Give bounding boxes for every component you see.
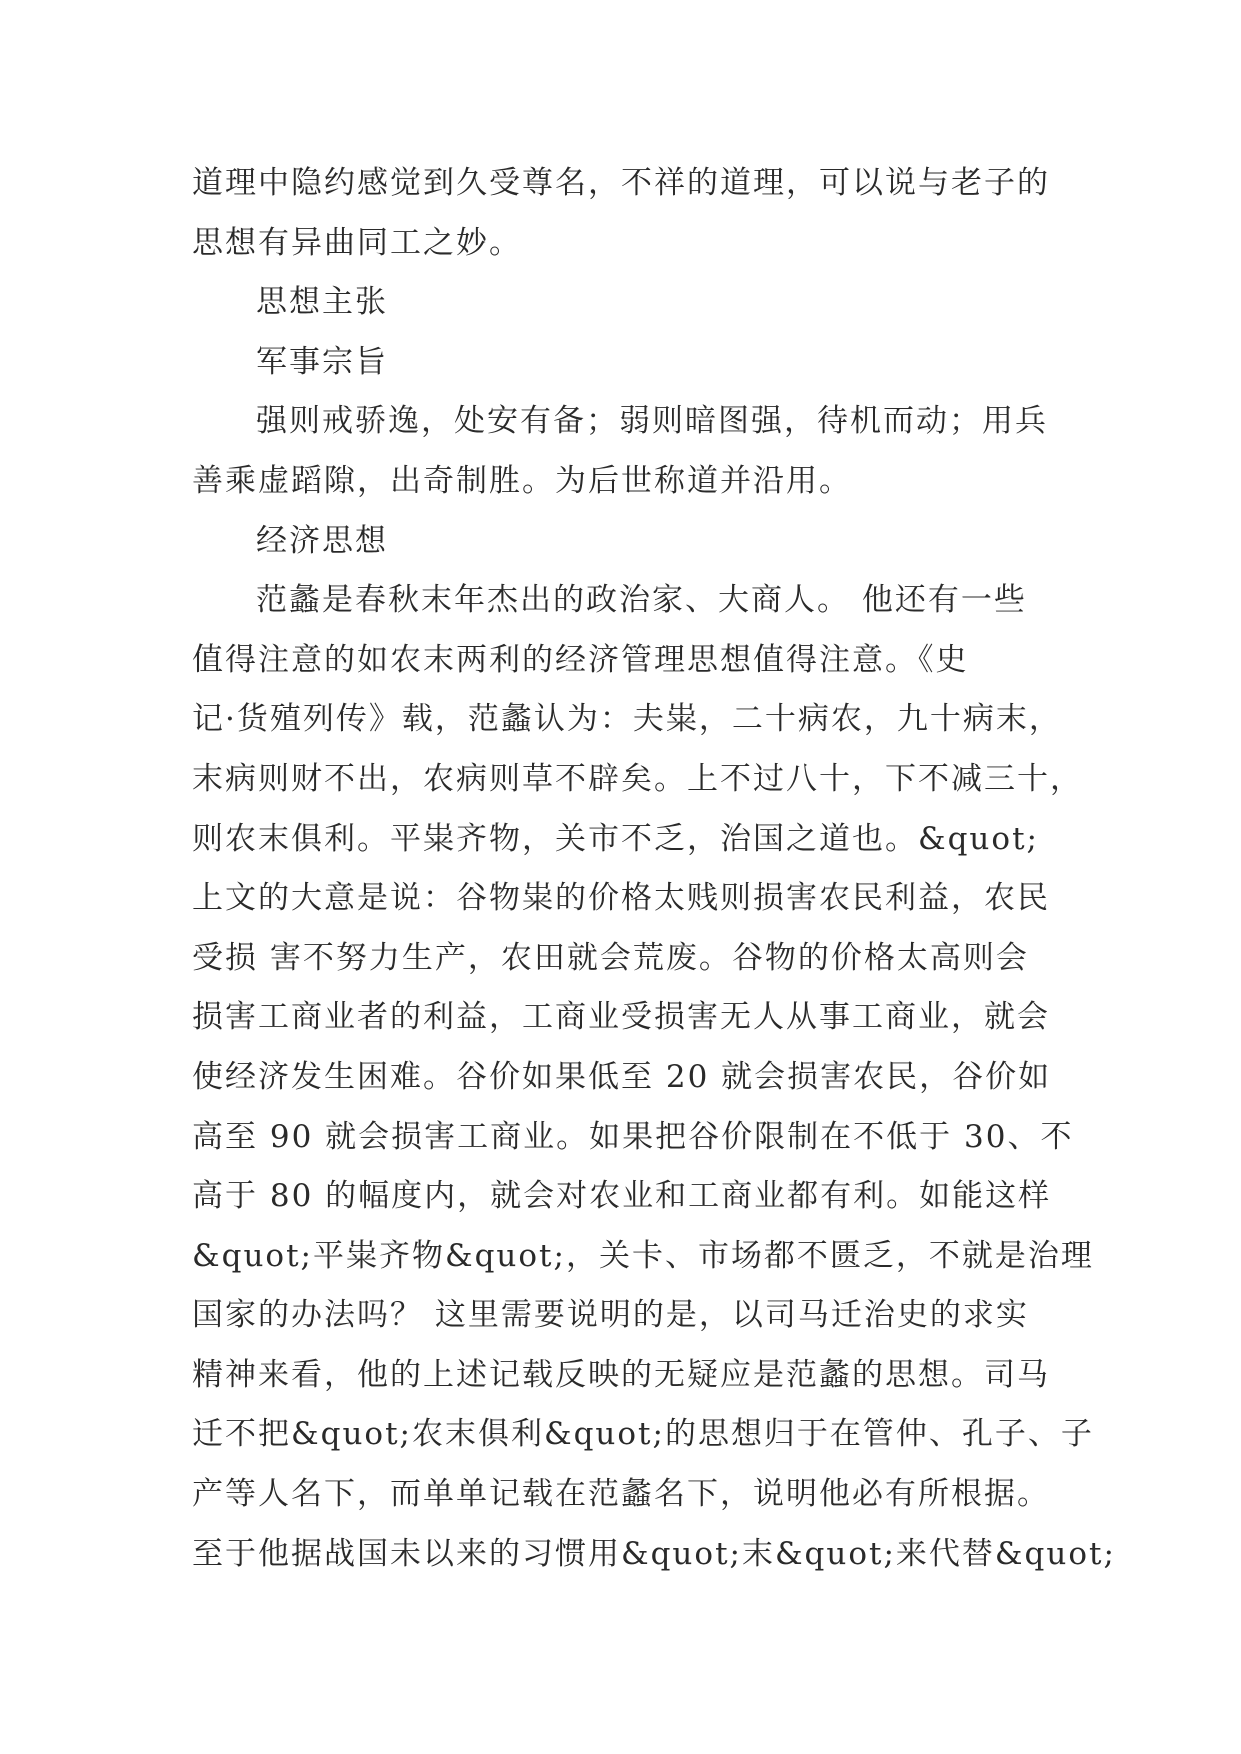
body-text bbox=[192, 154, 1116, 1584]
paragraph-first-line: 范蠡是春秋末年杰出的政治家、大商人。 他还有一些 bbox=[256, 582, 1027, 619]
text-line: 高于 80 的幅度内，就会对农业和工商业都有利。如能这样 bbox=[192, 1178, 1052, 1215]
text-line: 思想有异曲同工之妙。 bbox=[192, 224, 522, 261]
text-line: 使经济发生困难。谷价如果低至 20 就会损害农民，谷价如 bbox=[192, 1058, 1052, 1095]
text-line: 高至 90 就会损害工商业。如果把谷价限制在不低于 30、不 bbox=[192, 1118, 1074, 1155]
paragraph-first-line: 强则戒骄逸，处安有备；弱则暗图强，待机而动；用兵 bbox=[256, 403, 1048, 440]
text-line: 末病则财不出，农病则草不辟矣。上不过八十，下不减三十， bbox=[192, 760, 1083, 797]
text-line: 国家的办法吗？ 这里需要说明的是，以司马迁治史的求实 bbox=[192, 1297, 1029, 1334]
text-line: 值得注意的如农末两利的经济管理思想值得注意。《史 bbox=[192, 641, 969, 678]
paragraph-first-line: 经济思想 bbox=[256, 522, 388, 559]
paragraph-first-line: 思想主张 bbox=[256, 284, 388, 321]
text-line: 则农末俱利。平粜齐物，关市不乏，治国之道也。&quot; bbox=[192, 820, 1039, 857]
text-line: 受损 害不努力生产，农田就会荒废。谷物的价格太高则会 bbox=[192, 939, 1029, 976]
text-line: 精神来看，他的上述记载反映的无疑应是范蠡的思想。司马 bbox=[192, 1356, 1050, 1393]
text-line: 迁不把&quot;农末俱利&quot;的思想归于在管仲、孔子、子 bbox=[192, 1416, 1094, 1453]
text-line: 记·货殖列传》载，范蠡认为：夫粜，二十病农，九十病末， bbox=[192, 701, 1062, 738]
text-line: 善乘虚蹈隙，出奇制胜。为后世称道并沿用。 bbox=[192, 462, 852, 499]
text-line: 上文的大意是说：谷物粜的价格太贱则损害农民利益，农民 bbox=[192, 880, 1050, 917]
text-line: 损害工商业者的利益，工商业受损害无人从事工商业，就会 bbox=[192, 999, 1050, 1036]
paragraph-first-line: 军事宗旨 bbox=[256, 343, 388, 380]
text-line: 道理中隐约感觉到久受尊名，不祥的道理，可以说与老子的 bbox=[192, 165, 1050, 201]
text-line: 产等人名下，而单单记载在范蠡名下，说明他必有所根据。 bbox=[192, 1476, 1050, 1513]
text-line: 至于他据战国未以来的习惯用&quot;末&quot;来代替&quot; bbox=[192, 1535, 1116, 1572]
text-line: &quot;平粜齐物&quot;，关卡、市场都不匮乏，不就是治理 bbox=[192, 1237, 1094, 1274]
